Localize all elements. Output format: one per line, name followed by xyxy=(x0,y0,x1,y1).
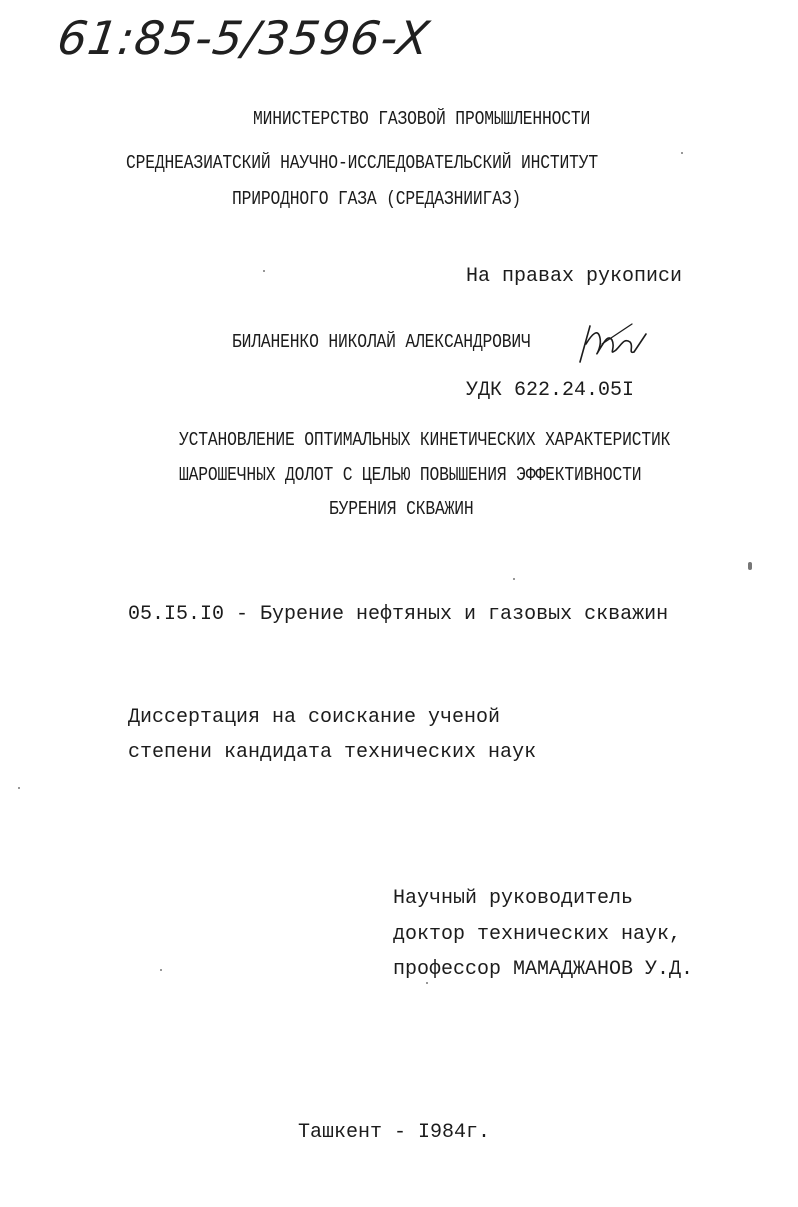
place-and-year: Ташкент - I984г. xyxy=(298,1121,491,1144)
scan-speck xyxy=(426,982,428,984)
supervisor-name: профессор МАМАДЖАНОВ У.Д. xyxy=(393,958,694,981)
supervisor-degree: доктор технических наук, xyxy=(393,923,682,946)
manuscript-rights: На правах рукописи xyxy=(466,265,683,288)
ministry-heading: МИНИСТЕРСТВО ГАЗОВОЙ ПРОМЫШЛЕННОСТИ xyxy=(253,108,591,130)
author-signature xyxy=(572,314,652,374)
scan-speck xyxy=(18,787,20,789)
author-name: БИЛАНЕНКО НИКОЛАЙ АЛЕКСАНДРОВИЧ xyxy=(232,331,531,353)
dissertation-line1: Диссертация на соискание ученой xyxy=(128,706,501,729)
scan-speck xyxy=(263,270,265,272)
dissertation-line2: степени кандидата технических наук xyxy=(128,741,537,764)
thesis-title-line1: УСТАНОВЛЕНИЕ ОПТИМАЛЬНЫХ КИНЕТИЧЕСКИХ ХАРАКТЕРИСТИК xyxy=(179,429,671,451)
scan-speck xyxy=(513,578,515,580)
udc-code: УДК 622.24.05I xyxy=(466,379,635,402)
archive-handwritten-note: 61:85-5/3596-X xyxy=(54,11,434,65)
scan-speck xyxy=(160,969,162,971)
specialty-code: 05.I5.I0 - Бурение нефтяных и газовых скважин xyxy=(128,603,669,626)
scan-mark xyxy=(748,562,752,570)
supervisor-role: Научный руководитель xyxy=(393,887,634,910)
thesis-title-line3: БУРЕНИЯ СКВАЖИН xyxy=(329,498,474,520)
thesis-title-line2: ШАРОШЕЧНЫХ ДОЛОТ С ЦЕЛЬЮ ПОВЫШЕНИЯ ЭФФЕКТИВНОСТИ xyxy=(179,464,642,486)
institute-name-line1: СРЕДНЕАЗИАТСКИЙ НАУЧНО-ИССЛЕДОВАТЕЛЬСКИЙ ИНСТИТУТ xyxy=(126,152,599,174)
scan-speck xyxy=(681,152,683,154)
institute-name-line2: ПРИРОДНОГО ГАЗА (СРЕДАЗНИИГАЗ) xyxy=(232,188,522,210)
